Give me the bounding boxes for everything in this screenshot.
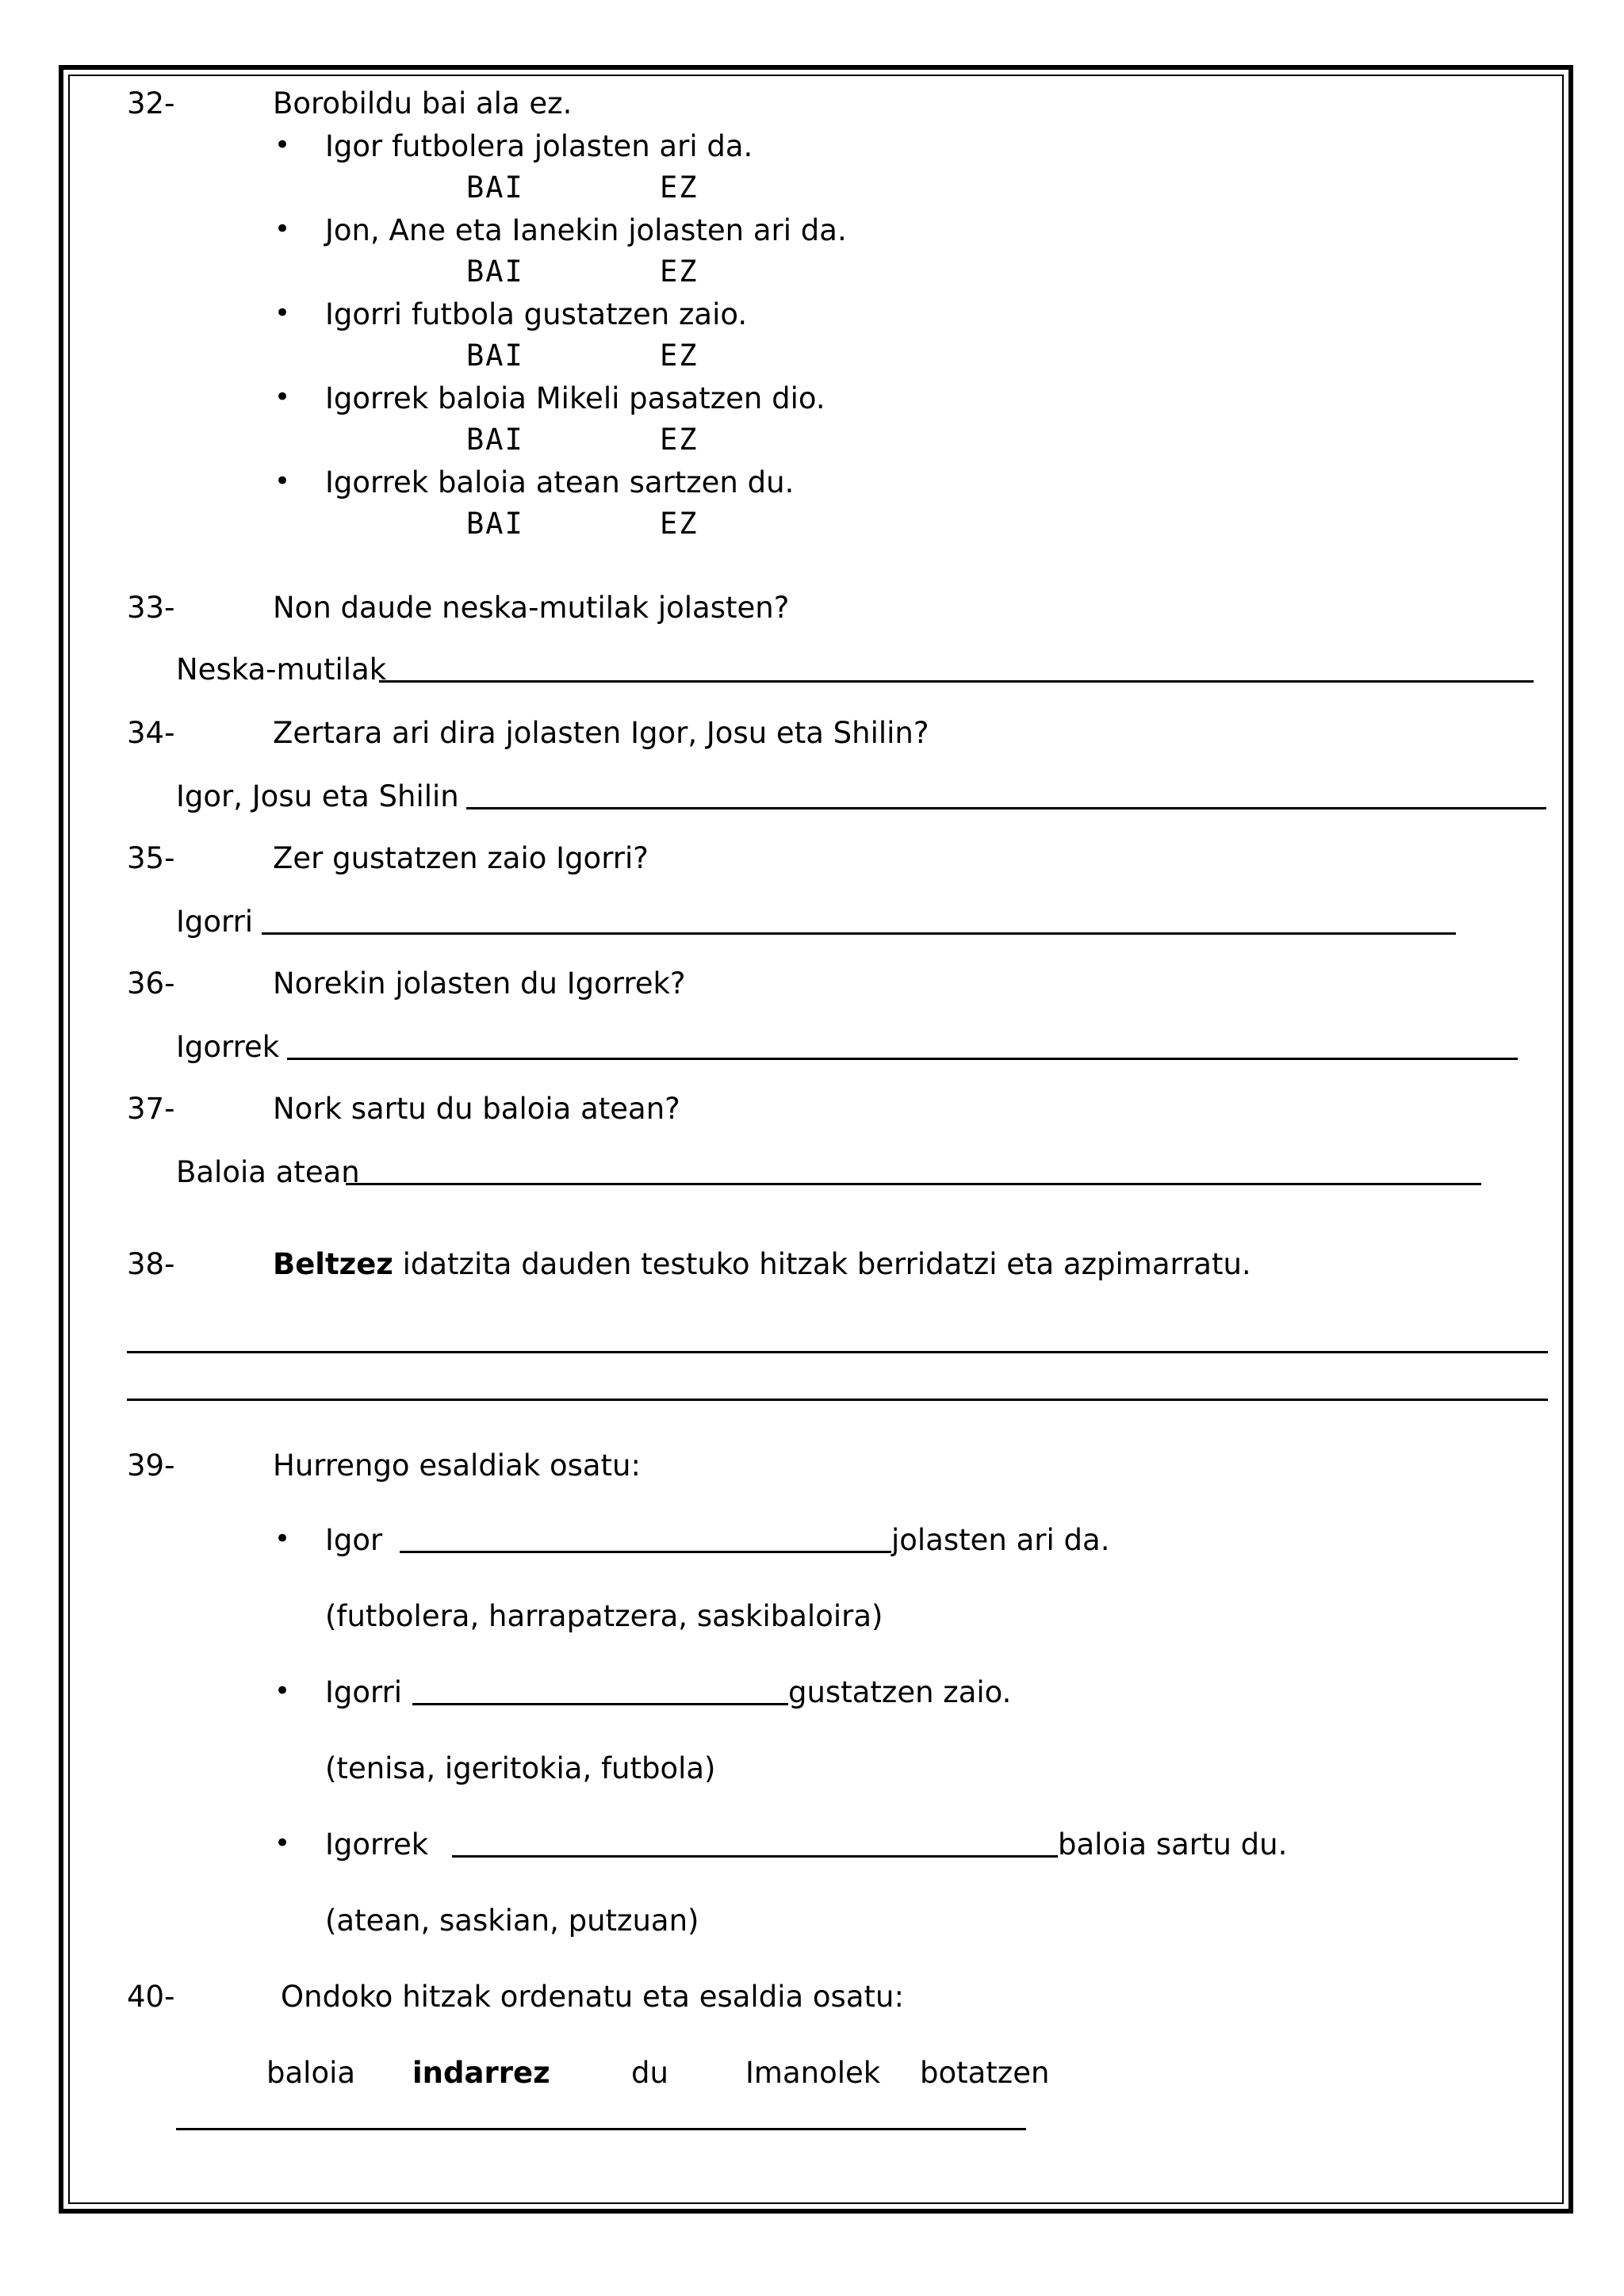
q38-text-rest: idatzita dauden testuko hitzak berridatzi eta azpimarratu. <box>393 1247 1251 1281</box>
q39-sentence-3-blank[interactable] <box>452 1855 1058 1858</box>
q38-answer-line-2[interactable] <box>127 1399 1548 1401</box>
q39-sentence-1-blank[interactable] <box>400 1551 891 1553</box>
q32-item-4-yes[interactable]: BAI <box>466 423 524 457</box>
bullet-icon: • <box>274 381 291 413</box>
bullet-icon: • <box>274 1827 291 1859</box>
q32-item-5-yes[interactable]: BAI <box>466 507 524 541</box>
bullet-icon: • <box>274 1675 291 1707</box>
q39-number: 39- <box>127 1448 175 1483</box>
q35-number: 35- <box>127 841 175 875</box>
q32-text: Borobildu bai ala ez. <box>273 86 573 121</box>
q36-answer-line[interactable] <box>287 1058 1518 1060</box>
q40-word-4: Imanolek <box>745 2056 881 2090</box>
q32-item-5-no[interactable]: EZ <box>660 507 699 541</box>
q32-number: 32- <box>127 86 175 121</box>
q32-item-3-yes[interactable]: BAI <box>466 339 524 373</box>
q39-sentence-3-start: Igorrek <box>325 1827 429 1862</box>
q32-item-1-yes[interactable]: BAI <box>466 170 524 205</box>
q32-item-5: Igorrek baloia atean sartzen du. <box>325 465 795 499</box>
q33-answer-prefix: Neska-mutilak <box>176 652 387 687</box>
q33-answer-line[interactable] <box>379 680 1534 683</box>
q32-item-4-no[interactable]: EZ <box>660 423 699 457</box>
q35-text: Zer gustatzen zaio Igorri? <box>273 841 649 875</box>
q40-number: 40- <box>127 1980 175 2014</box>
q40-word-1: baloia <box>266 2056 356 2090</box>
q34-text: Zertara ari dira jolasten Igor, Josu eta Shilin? <box>273 716 929 750</box>
q37-text: Nork sartu du baloia atean? <box>273 1092 680 1126</box>
q32-item-3: Igorri futbola gustatzen zaio. <box>325 297 748 331</box>
q34-answer-line[interactable] <box>466 807 1546 809</box>
q32-item-2-no[interactable]: EZ <box>660 254 699 289</box>
q39-sentence-3-end: baloia sartu du. <box>1058 1827 1288 1862</box>
q38-number: 38- <box>127 1247 175 1281</box>
q36-answer-prefix: Igorrek <box>176 1030 280 1064</box>
q36-number: 36- <box>127 966 175 1001</box>
q35-answer-line[interactable] <box>262 932 1456 935</box>
q34-number: 34- <box>127 716 175 750</box>
q38-answer-line-1[interactable] <box>127 1351 1548 1353</box>
q37-answer-line[interactable] <box>346 1183 1481 1185</box>
q39-sentence-1-end: jolasten ari da. <box>891 1523 1110 1557</box>
q32-item-3-no[interactable]: EZ <box>660 339 699 373</box>
q37-answer-prefix: Baloia atean <box>176 1155 360 1189</box>
q32-item-1: Igor futbolera jolasten ari da. <box>325 129 753 163</box>
bullet-icon: • <box>274 1523 291 1555</box>
q33-number: 33- <box>127 591 175 625</box>
q39-sentence-1-options: (futbolera, harrapatzera, saskibaloira) <box>325 1599 883 1633</box>
q38-bold-word: Beltzez <box>273 1247 393 1281</box>
bullet-icon: • <box>274 129 291 161</box>
q39-sentence-1-start: Igor <box>325 1523 383 1557</box>
q32-item-2: Jon, Ane eta Ianekin jolasten ari da. <box>325 213 847 247</box>
q36-text: Norekin jolasten du Igorrek? <box>273 966 686 1001</box>
bullet-icon: • <box>274 213 291 245</box>
q37-number: 37- <box>127 1092 175 1126</box>
q34-answer-prefix: Igor, Josu eta Shilin <box>176 779 459 813</box>
q39-sentence-3-options: (atean, saskian, putzuan) <box>325 1904 699 1938</box>
q39-sentence-2-options: (tenisa, igeritokia, futbola) <box>325 1751 716 1785</box>
q38-text <box>273 1249 1251 1279</box>
q40-word-5: botatzen <box>920 2056 1050 2090</box>
q35-answer-prefix: Igorri <box>176 905 254 939</box>
q39-sentence-2-start: Igorri <box>325 1675 403 1709</box>
bullet-icon: • <box>274 465 291 497</box>
q40-text: Ondoko hitzak ordenatu eta esaldia osatu: <box>281 1980 904 2014</box>
q32-item-2-yes[interactable]: BAI <box>466 254 524 289</box>
q39-sentence-2-end: gustatzen zaio. <box>788 1675 1012 1709</box>
q33-text: Non daude neska-mutilak jolasten? <box>273 591 790 625</box>
q40-word-3: du <box>631 2056 668 2090</box>
q40-answer-line[interactable] <box>176 2128 1026 2130</box>
q39-text: Hurrengo esaldiak osatu: <box>273 1448 641 1483</box>
q39-sentence-2-blank[interactable] <box>412 1703 788 1705</box>
q32-item-1-no[interactable]: EZ <box>660 170 699 205</box>
q32-item-4: Igorrek baloia Mikeli pasatzen dio. <box>325 381 825 415</box>
bullet-icon: • <box>274 297 291 329</box>
q40-word-2: indarrez <box>412 2056 550 2090</box>
